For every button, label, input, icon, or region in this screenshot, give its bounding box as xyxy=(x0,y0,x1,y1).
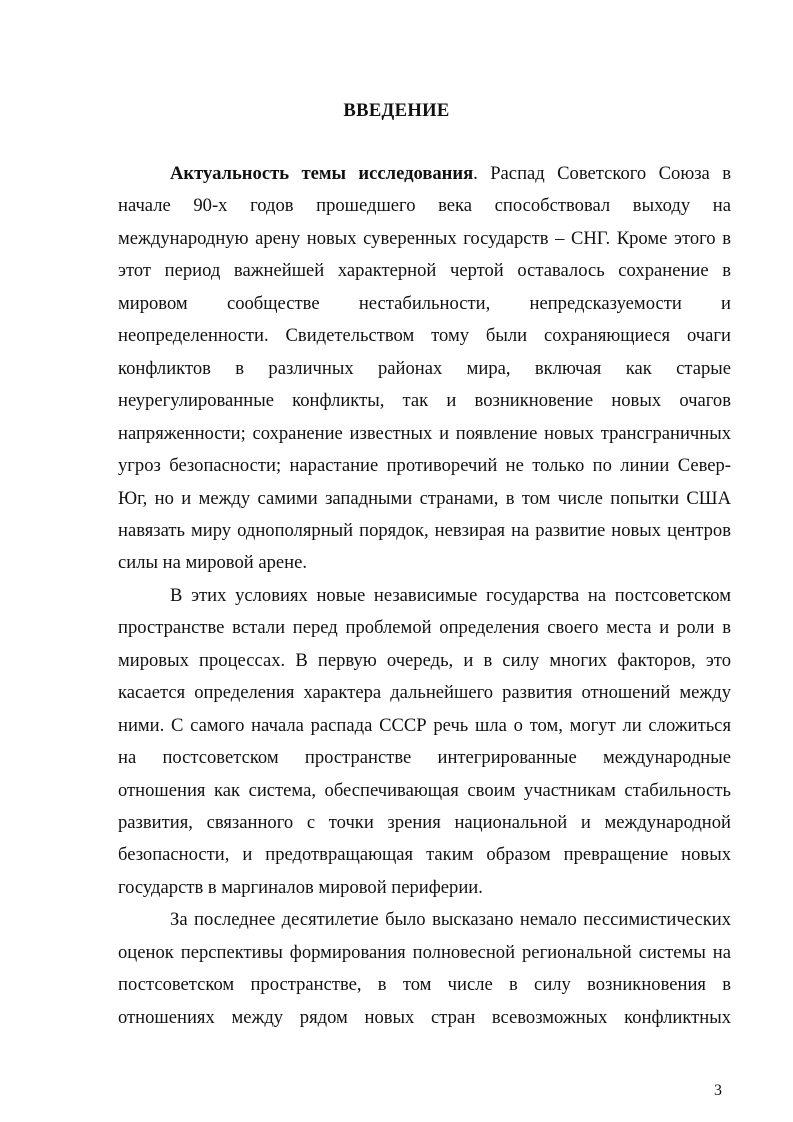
text-line: пространстве встали перед проблемой определения своего места и роли в xyxy=(118,617,731,639)
text-line: За последнее десятилетие было высказано немало пессимистических xyxy=(170,909,731,931)
section-title: ВВЕДЕНИЕ xyxy=(343,100,450,121)
text-line: касается определения характера дальнейшего развития отношений между xyxy=(118,682,731,704)
text-line: на постсоветском пространстве интегрированные международные xyxy=(118,747,731,769)
text-line: конфликтов в различных районах мира, включая как старые xyxy=(118,357,731,379)
text-line: мировых процессах. В первую очередь, и в силу многих факторов, это xyxy=(118,649,731,671)
text-line: неопределенности. Свидетельством тому были сохраняющиеся очаги xyxy=(118,325,731,347)
line-text: . Распад Советского Союза в xyxy=(473,163,732,184)
text-line: оценок перспективы формирования полновесной региональной системы на xyxy=(118,941,731,963)
text-line: международную арену новых суверенных государств – СНГ. Кроме этого в xyxy=(118,227,731,249)
text-line: В этих условиях новые независимые государства на постсоветском xyxy=(170,584,731,606)
text-line: постсоветском пространстве, в том числе в силу возникновения в xyxy=(118,974,731,996)
text-line: отношениях между рядом новых стран всевозможных конфликтных xyxy=(118,1006,731,1028)
text-line: силы на мировой арене. xyxy=(118,552,307,574)
text-line: навязать миру однополярный порядок, невзирая на развитие новых центров xyxy=(118,519,731,541)
text-line: безопасности, и предотвращающая таким образом превращение новых xyxy=(118,844,731,866)
text-line xyxy=(170,163,731,185)
text-line: государств в маргиналов мировой периферии. xyxy=(118,876,483,898)
text-line: начале 90-х годов прошедшего века способствовал выходу на xyxy=(118,195,731,217)
text-line: мировом сообществе нестабильности, непредсказуемости и xyxy=(118,292,731,314)
text-line: напряженности; сохранение известных и появление новых трансграничных xyxy=(118,422,731,444)
text-line: неурегулированные конфликты, так и возникновение новых очагов xyxy=(118,390,731,412)
text-line: развития, связанного с точки зрения национальной и международной xyxy=(118,812,731,833)
page-number: 3 xyxy=(714,1082,722,1099)
lead-heading: Актуальность темы исследования xyxy=(170,163,474,184)
text-line: отношения как система, обеспечивающая своим участникам стабильность xyxy=(118,779,731,801)
text-line: Юг, но и между самими западными странами, в том числе попытки США xyxy=(118,487,731,509)
text-line: ними. С самого начала распада СССР речь шла о том, могут ли сложиться xyxy=(118,714,731,736)
text-line: этот период важнейшей характерной чертой оставалось сохранение в xyxy=(118,260,731,282)
text-line: угроз безопасности; нарастание противоречий не только по линии Север- xyxy=(118,455,731,477)
